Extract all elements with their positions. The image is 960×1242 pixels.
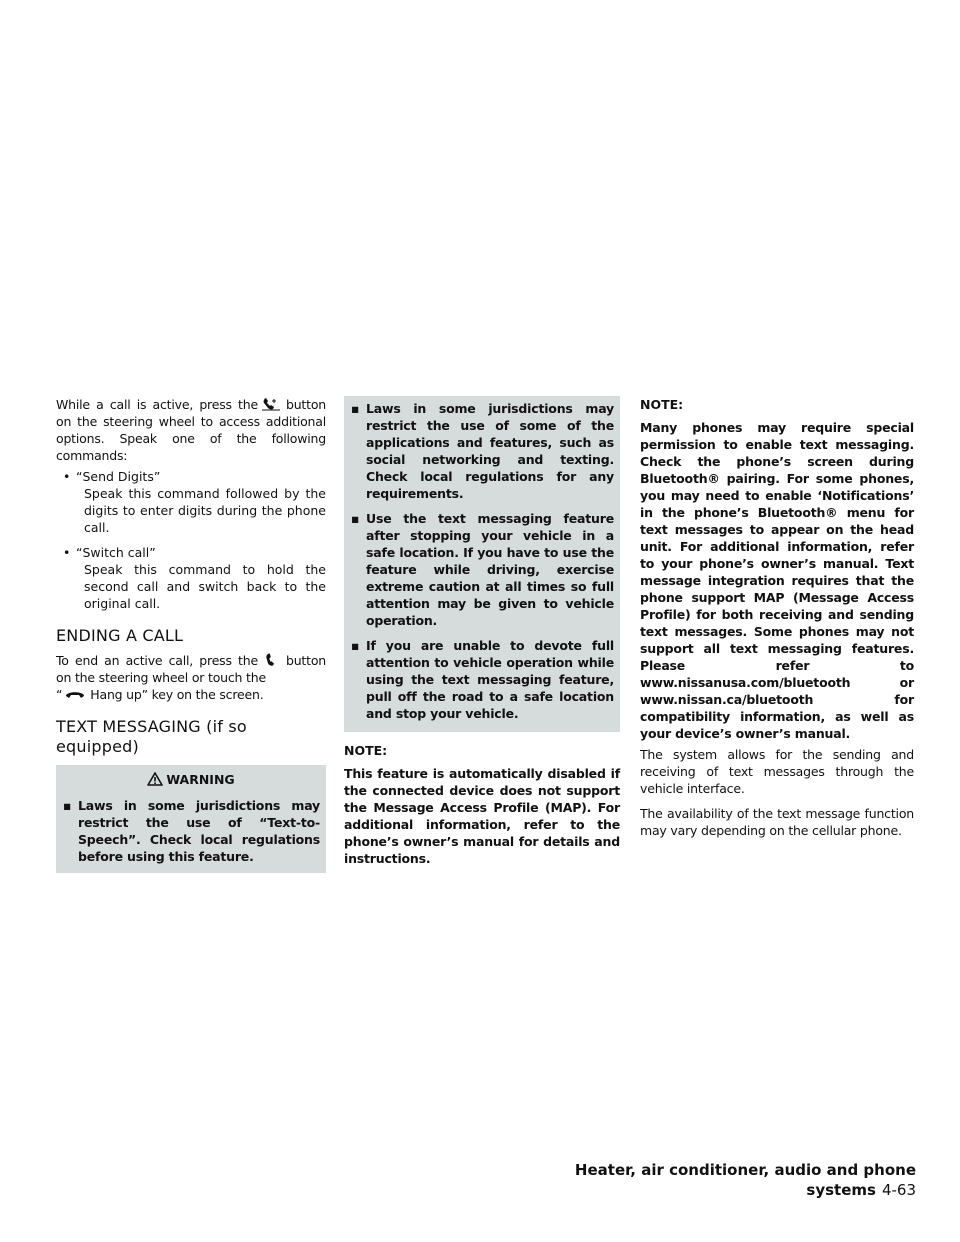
call-active-paragraph: While a call is active, press the button on the steering wheel to access additional options. Speak one of the following commands:	[56, 397, 326, 463]
hangup-key-icon	[64, 687, 86, 701]
command-item: • “Send Digits” Speak this command followed by the digits to enter digits during the phone call.	[63, 469, 326, 535]
note-text: This feature is automatically disabled if the connected device does not support the Message Access Profile (MAP). For additional information, refer to the phone’s owner’s manual for details and instructions.	[344, 766, 620, 866]
warning-header: WARNING	[56, 765, 326, 789]
warning-bullet: ▪ If you are unable to devote full attention to vehicle operation while using the text messaging feature, pull off the road to a safe location and stop your vehicle.	[351, 638, 614, 721]
ending-call-paragraph: To end an active call, press the button on the steering wheel or touch the “ Hang up” key on the screen.	[56, 653, 326, 702]
section-title: Heater, air conditioner, audio and phone systems	[574, 1161, 916, 1199]
body-paragraph: The system allows for the sending and receiving of text messages through the vehicle interface.	[640, 747, 914, 796]
command-item: • “Switch call” Speak this command to hold the second call and switch back to the original call.	[63, 545, 326, 611]
command-description: Speak this command to hold the second call and switch back to the original call.	[84, 562, 326, 611]
warning-triangle-icon	[147, 772, 163, 786]
command-title: “Send Digits”	[76, 469, 161, 484]
warning-box-continued	[344, 396, 620, 732]
column-3	[640, 396, 914, 839]
warning-bullet: ▪ Laws in some jurisdictions may restrict the use of some of the applications and features, such as social networking and texting. Check local regulations for any requirements.	[351, 401, 614, 501]
phone-talk-icon	[260, 397, 282, 411]
body-paragraph: The availability of the text message function may vary depending on the cellular phone.	[640, 806, 914, 838]
command-title: “Switch call”	[76, 545, 156, 560]
column-1	[56, 396, 326, 873]
phone-hangup-icon	[260, 653, 282, 667]
text-messaging-heading: TEXT MESSAGING (if so equipped)	[56, 717, 247, 756]
note-text: Many phones may require special permission to enable text messaging. Check the phone’s screen during Bluetooth® pairing. For some phones, you may need to enable ‘Notifications’ in the phone’s Bluetooth® menu for text messages to appear on the head unit. For additional information, refer to your phone’s owner’s manual. Text message integration requires that the phone support MAP (Message Access Profile) for both receiving and sending text messages. Some phones may not support all text messaging features. Please refer to www.nissanusa.com/bluetooth or www.nissan.ca/bluetooth for compatibility information, as well as your device’s owner’s manual.	[640, 420, 914, 741]
warning-bullet: ▪ Use the text messaging feature after stopping your vehicle in a safe location. If you have to use the feature while driving, exercise extreme caution at all times so full attention may be given to vehicle operation.	[351, 511, 614, 628]
page-number: 4-63	[881, 1181, 916, 1199]
ending-call-heading: ENDING A CALL	[56, 626, 184, 645]
command-description: Speak this command followed by the digits to enter digits during the phone call.	[84, 486, 326, 535]
warning-box	[56, 765, 326, 873]
note-heading: NOTE:	[640, 397, 684, 412]
page-footer	[506, 1160, 916, 1200]
column-2	[344, 396, 620, 867]
warning-bullet: ▪ Laws in some jurisdictions may restrict the use of “Text-to-Speech”. Check local regulations before using this feature.	[63, 798, 320, 864]
note-heading: NOTE:	[344, 743, 388, 758]
